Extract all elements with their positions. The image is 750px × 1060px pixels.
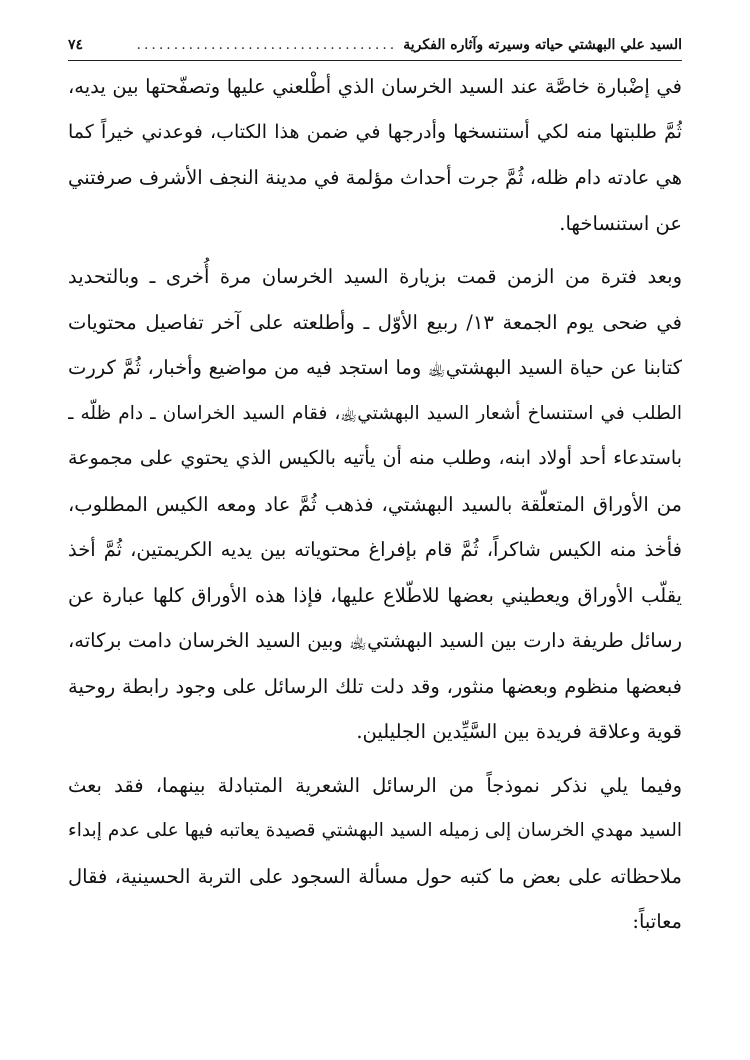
text-line: الطلب في استنساخ أشعار السيد البهشتي﵀، فقام السيد الخراسان ـ دام ظلّه ـ [68,402,682,424]
text-line: هي عادته دام ظله، ثُمَّ جرت أحداث مؤلمة في مدينة النجف الأشرف صرفتني [68,166,682,189]
text-line: ملاحظاته على بعض ما كتبه حول مسألة السجود على التربة الحسينية، فقال [68,864,682,888]
text-line: السيد مهدي الخرسان إلى زميله السيد البهشتي قصيدة يعاتبه فيها على عدم إبداء [68,820,682,841]
text-line: قوية وعلاقة فريدة بين السَّيِّدين الجليلين. [356,720,682,743]
running-header [68,30,682,61]
text-line: باستدعاء أحد أولاد ابنه، وطلب منه أن يأتيه بالكيس الذي يحتوي على مجموعة [68,447,682,469]
header-title: السيد علي البهشتي حياته وسيرته وآثاره الفكرية [403,37,682,53]
header-leader-dots: ................................... [136,37,398,53]
paragraph-1 [68,64,682,246]
paragraph-2 [68,254,682,755]
text-line: وبعد فترة من الزمن قمت بزيارة السيد الخرسان مرة أُخرى ـ وبالتحديد [68,265,682,288]
text-line: رسائل طريفة دارت بين السيد البهشتي﵀ وبين السيد الخرسان دامت بركاته، [68,629,682,652]
text-line: يقلّب الأوراق ويعطيني بعضها للاطّلاع عليها، فإذا هذه الأوراق كلها عبارة عن [68,583,682,607]
text-line: في ضحى يوم الجمعة ١٣/ ربيع الأوّل ـ وأطلعته على آخر تفاصيل محتويات [68,310,682,334]
text-line: كتابنا عن حياة السيد البهشتي﵀ وما استجد فيه من مواضيع وأخبار، ثُمَّ كررت [68,356,682,379]
text-line: وفيما يلي نذكر نموذجاً من الرسائل الشعرية المتبادلة بينهما، فقد بعث [68,773,682,797]
paragraph-3 [68,763,682,945]
text-line: من الأوراق المتعلّقة بالسيد البهشتي، فذهب ثُمَّ عاد ومعه الكيس المطلوب، [68,492,682,516]
text-line: ثُمَّ طلبتها منه لكي أستنسخها وأدرجها في ضمن هذا الكتاب، فوعدني خيراً كما [68,120,682,143]
text-line: فأخذ منه الكيس شاكراً، ثُمَّ قام بإفراغ محتوياته بين يديه الكريمتين، ثُمَّ أخذ [68,538,682,561]
text-line: معاتباً: [632,910,682,933]
page-body [68,64,682,953]
text-line: في إضْبارة خاصَّة عند السيد الخرسان الذي أطْلعني عليها وتصفّحتها بين يديه، [68,75,682,98]
text-line: عن استنساخها. [559,211,682,235]
page-number: ٧٤ [68,37,84,53]
text-line: فبعضها منظوم وبعضها منثور، وقد دلت تلك الرسائل على وجود رابطة روحية [68,674,682,698]
